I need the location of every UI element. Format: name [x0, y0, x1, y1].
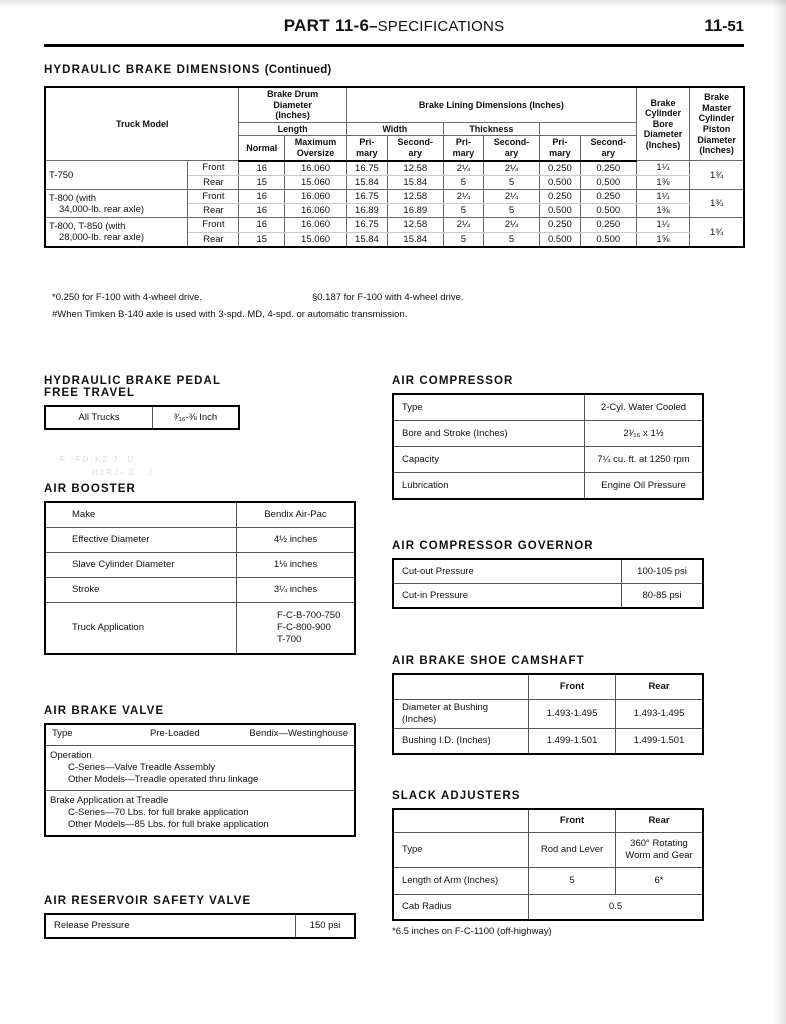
row-truck-model — [45, 161, 188, 190]
cell-thickness-primary: 0.250 — [539, 161, 580, 176]
air-compressor-section — [392, 375, 704, 500]
cell-length-secondary: 15.84 — [387, 175, 443, 189]
table-row — [45, 603, 355, 655]
camshaft-label-bushing-id: Bushing I.D. (Inches) — [393, 728, 529, 754]
table-row — [393, 868, 703, 895]
slack-label-arm-length: Length of Arm (Inches) — [393, 868, 529, 895]
air-compressor-heading: AIR COMPRESSOR — [392, 375, 514, 387]
cyl-bore-l2: Cylinder — [644, 108, 681, 119]
header-brake-master-cylinder-piston — [690, 87, 744, 161]
air-compressor-table — [392, 393, 704, 500]
pedal-free-travel-heading — [44, 375, 240, 399]
slack-rear-type-line-2: Worm and Gear — [625, 850, 693, 861]
valve-application-line-1: C-Series—70 Lbs. for full brake application — [68, 807, 249, 819]
cell-thickness-primary: 0.500 — [539, 175, 580, 189]
cell-length-secondary: 12.58 — [387, 190, 443, 204]
slack-adjusters-note: *6.5 inches on F-C-1100 (off-highway) — [392, 926, 552, 937]
cell-cylinder-bore: 1⅜ — [636, 175, 690, 189]
thk-sec-l2: ary — [601, 148, 616, 159]
cell-thickness-primary: 0.500 — [539, 204, 580, 218]
table-row — [45, 791, 355, 837]
hydraulic-table-heading-text: HYDRAULIC BRAKE DIMENSIONS — [44, 64, 261, 76]
cell-length-primary: 15.84 — [346, 175, 387, 189]
air-brake-valve-table — [44, 723, 356, 837]
header-brake-lining-dimensions: Brake Lining Dimensions (Inches) — [346, 87, 636, 122]
table-row — [45, 746, 355, 791]
table-row — [45, 218, 744, 232]
cell-width-primary: 5 — [443, 232, 483, 247]
model-line-2: 28,000-lb. rear axle) — [59, 232, 145, 244]
scan-artifact: H2RJ- 3 . J — [92, 468, 155, 477]
row-axle: Front — [188, 161, 239, 176]
cell-width-primary: 5 — [443, 204, 483, 218]
cell-drum-normal: 15 — [239, 175, 285, 189]
footnote-row-1 — [52, 290, 464, 307]
slack-rear-type-line-1: 360° Rotating — [630, 838, 688, 850]
camshaft-front-diameter: 1.493-1.495 — [529, 700, 616, 729]
cell-drum-max-oversize: 16.060 — [285, 204, 347, 218]
governor-label-cut-in: Cut-in Pressure — [393, 584, 622, 609]
slack-label-type: Type — [393, 833, 529, 868]
header-brake-drum-diameter — [239, 87, 347, 122]
slack-adjusters-section — [392, 790, 704, 937]
pedal-free-travel-section — [44, 375, 240, 430]
valve-application-title: Brake Application at Treadle — [50, 795, 169, 807]
hydraulic-table-heading — [44, 64, 331, 76]
brake-drum-l3: (Inches) — [275, 110, 310, 121]
cell-drum-max-oversize: 15.060 — [285, 175, 347, 189]
valve-operation-cell — [45, 746, 355, 791]
air-booster-section — [44, 483, 356, 655]
header-drum-normal: Normal — [239, 136, 285, 161]
cell-length-primary: 15.84 — [346, 232, 387, 247]
booster-value-make: Bendix Air-Pac — [237, 502, 356, 528]
cell-master-cylinder: 1¾ — [690, 218, 744, 247]
cell-length-secondary: 12.58 — [387, 161, 443, 176]
master-cyl-l6: (Inches) — [699, 145, 734, 156]
cyl-bore-l4: Diameter — [643, 129, 683, 140]
valve-operation-line-1: C-Series—Valve Treadle Assembly — [68, 762, 216, 774]
master-cyl-l3: Cylinder — [698, 113, 735, 124]
cell-drum-normal: 16 — [239, 190, 285, 204]
header-length: Length — [239, 122, 347, 136]
cell-width-secondary: 5 — [484, 232, 540, 247]
cyl-bore-l1: Brake — [650, 97, 676, 108]
master-cyl-l1: Brake — [704, 92, 730, 103]
header-truck-model: Truck Model — [45, 87, 239, 161]
cell-master-cylinder: 1¾ — [690, 161, 744, 190]
cell-width-primary: 5 — [443, 175, 483, 189]
table-row — [45, 161, 744, 176]
pedal-label: All Trucks — [45, 406, 153, 429]
cell-cylinder-bore: 1¼ — [636, 218, 690, 232]
camshaft-front-bushing-id: 1.499-1.501 — [529, 728, 616, 754]
camshaft-table — [392, 673, 704, 755]
reservoir-value: 150 psi — [296, 914, 356, 938]
wid-sec-l1: Second- — [493, 137, 530, 148]
row-axle: Rear — [188, 175, 239, 189]
booster-label-truck-application: Truck Application — [45, 603, 237, 655]
camshaft-label-diameter: Diameter at Bushing (Inches) — [393, 700, 529, 729]
cell-width-secondary: 2¼ — [484, 218, 540, 232]
row-axle: Rear — [188, 204, 239, 218]
slack-label-cab-radius: Cab Radius — [393, 895, 529, 921]
cell-length-primary: 16.75 — [346, 218, 387, 232]
valve-type-value-1: Pre-Loaded — [150, 728, 200, 739]
booster-label-effective-diameter: Effective Diameter — [45, 528, 237, 553]
folio-major: 11 — [704, 16, 723, 35]
booster-value-truck-application — [237, 603, 356, 655]
thk-sec-l1: Second- — [590, 137, 627, 148]
scan-top-shadow — [0, 0, 786, 8]
cell-cylinder-bore: 1¼ — [636, 190, 690, 204]
header-rule — [44, 44, 744, 47]
master-cyl-l2: Master — [702, 102, 732, 113]
truck-app-line-1: F-C-B-700-750 — [277, 610, 341, 622]
wid-pri-l2: mary — [452, 148, 475, 159]
table-row — [393, 728, 703, 754]
cell-drum-normal: 15 — [239, 232, 285, 247]
booster-value-stroke: 3¼ inches — [237, 578, 356, 603]
booster-label-stroke: Stroke — [45, 578, 237, 603]
table-row — [45, 406, 239, 429]
governor-value-cut-in: 80-85 psi — [622, 584, 704, 609]
valve-type-row — [45, 724, 355, 746]
slack-adjusters-table — [392, 808, 704, 921]
compressor-label-bore-stroke: Bore and Stroke (Inches) — [393, 421, 585, 447]
air-reservoir-safety-valve-section — [44, 895, 356, 939]
cell-thickness-primary: 0.250 — [539, 218, 580, 232]
hydraulic-brake-dimensions-table — [44, 86, 745, 248]
slack-front-type: Rod and Lever — [529, 833, 616, 868]
max-oversize-l2: Oversize — [296, 148, 335, 159]
cell-thickness-secondary: 0.500 — [580, 204, 636, 218]
slack-rear-arm-length: 6* — [616, 868, 704, 895]
air-booster-table — [44, 501, 356, 655]
master-cyl-l4: Piston — [702, 124, 731, 135]
cell-drum-normal: 16 — [239, 218, 285, 232]
cell-length-secondary: 15.84 — [387, 232, 443, 247]
governor-table — [392, 558, 704, 609]
slack-rear-type — [616, 833, 704, 868]
pedal-heading-line-1: HYDRAULIC BRAKE PEDAL — [44, 375, 222, 387]
table-row — [393, 700, 703, 729]
compressor-label-capacity: Capacity — [393, 447, 585, 473]
cell-width-primary: 2¼ — [443, 218, 483, 232]
folio-separator: - — [722, 18, 728, 35]
part-number: PART 11-6 — [283, 16, 370, 35]
air-brake-shoe-camshaft-section — [392, 655, 704, 755]
cell-master-cylinder: 1¾ — [690, 190, 744, 218]
booster-label-slave-cylinder-diameter: Slave Cylinder Diameter — [45, 553, 237, 578]
valve-operation-line-2: Other Models—Treadle operated thru linkage — [68, 773, 259, 785]
hydraulic-table-heading-suffix: (Continued) — [264, 64, 332, 76]
header-thickness-secondary — [580, 136, 636, 161]
valve-operation-title: Operation — [50, 750, 92, 762]
cell-width-secondary: 2¼ — [484, 161, 540, 176]
cyl-bore-l3: Bore — [652, 118, 674, 129]
header-thickness: Thickness — [443, 122, 539, 136]
cell-drum-max-oversize: 16.060 — [285, 190, 347, 204]
table-row — [45, 502, 355, 528]
truck-app-line-2: F-C-800-900 — [277, 622, 331, 634]
len-pri-l2: mary — [356, 148, 378, 159]
slack-cab-radius-value: 0.5 — [529, 895, 704, 921]
page-title — [44, 16, 744, 36]
cell-cylinder-bore: 1¼ — [636, 161, 690, 176]
camshaft-rear-diameter: 1.493-1.495 — [616, 700, 704, 729]
cell-width-secondary: 2¼ — [484, 190, 540, 204]
table-row — [45, 578, 355, 603]
slack-front-arm-length: 5 — [529, 868, 616, 895]
compressor-value-type: 2-Cyl. Water Cooled — [585, 394, 704, 421]
camshaft-header-rear: Rear — [616, 674, 704, 700]
row-truck-model — [45, 190, 188, 218]
camshaft-corner-cell — [393, 674, 529, 700]
row-axle: Front — [188, 190, 239, 204]
slack-header-front: Front — [529, 809, 616, 833]
len-pri-l1: Pri- — [359, 137, 375, 148]
section-label: SPECIFICATIONS — [377, 18, 505, 35]
cell-drum-normal: 16 — [239, 161, 285, 176]
max-oversize-l1: Maximum — [294, 137, 337, 148]
slack-adjusters-heading: SLACK ADJUSTERS — [392, 790, 521, 802]
booster-value-slave-cylinder-diameter: 1⅛ inches — [237, 553, 356, 578]
header-width-primary — [443, 136, 483, 161]
row-axle: Front — [188, 218, 239, 232]
row-truck-model — [45, 218, 188, 247]
cell-cylinder-bore: 1⅝ — [636, 232, 690, 247]
len-sec-l1: Second- — [397, 137, 434, 148]
table-row — [393, 833, 703, 868]
cell-thickness-secondary: 0.500 — [580, 175, 636, 189]
governor-value-cut-out: 100-105 psi — [622, 559, 704, 584]
cell-width-secondary: 5 — [484, 175, 540, 189]
cell-thickness-primary: 0.500 — [539, 232, 580, 247]
table-row — [45, 190, 744, 204]
cyl-bore-l5: (Inches) — [645, 139, 681, 150]
table-header-row — [393, 809, 703, 833]
table-row — [393, 473, 703, 500]
page-folio — [704, 16, 744, 36]
compressor-label-type: Type — [393, 394, 585, 421]
cell-drum-max-oversize: 15.060 — [285, 232, 347, 247]
cell-thickness-secondary: 0.500 — [580, 232, 636, 247]
table-row — [393, 447, 703, 473]
row-axle: Rear — [188, 232, 239, 247]
len-sec-l2: ary — [408, 148, 423, 159]
cell-thickness-secondary: 0.250 — [580, 161, 636, 176]
thk-pri-l2: mary — [549, 148, 571, 159]
pedal-value: ³⁄₁₆-⅜ Inch — [153, 406, 240, 429]
compressor-label-lubrication: Lubrication — [393, 473, 585, 500]
header-length-secondary — [387, 136, 443, 161]
header-length-primary — [346, 136, 387, 161]
compressor-value-capacity: 7¼ cu. ft. at 1250 rpm — [585, 447, 704, 473]
brake-drum-l2: Diameter — [273, 99, 312, 110]
hydraulic-table-footnotes — [52, 290, 464, 323]
slack-corner-cell — [393, 809, 529, 833]
air-brake-valve-heading: AIR BRAKE VALVE — [44, 705, 165, 717]
table-row — [45, 528, 355, 553]
header-thickness-primary — [539, 136, 580, 161]
table-row — [393, 559, 703, 584]
table-row — [393, 394, 703, 421]
table-row — [45, 553, 355, 578]
folio-minor: 51 — [727, 18, 744, 35]
model-line-2: 34,000-lb. rear axle) — [59, 203, 145, 215]
cell-width-primary: 2¼ — [443, 190, 483, 204]
compressor-value-bore-stroke: 2¹⁄₁₆ x 1½ — [585, 421, 704, 447]
cell-length-primary: 16.89 — [346, 204, 387, 218]
air-compressor-governor-section — [392, 540, 704, 609]
governor-heading: AIR COMPRESSOR GOVERNOR — [392, 540, 594, 552]
cell-drum-max-oversize: 16.060 — [285, 218, 347, 232]
air-reservoir-heading: AIR RESERVOIR SAFETY VALVE — [44, 895, 252, 907]
model-line-1: T-800, T-850 (with — [49, 220, 126, 232]
slack-header-rear: Rear — [616, 809, 704, 833]
air-booster-heading: AIR BOOSTER — [44, 483, 136, 495]
governor-label-cut-out: Cut-out Pressure — [393, 559, 622, 584]
pedal-free-travel-table — [44, 405, 240, 430]
valve-type-label: Type — [52, 728, 73, 739]
cell-length-secondary: 16.89 — [387, 204, 443, 218]
cell-length-primary: 16.75 — [346, 161, 387, 176]
air-brake-valve-section — [44, 705, 356, 837]
header-width-secondary — [484, 136, 540, 161]
brake-drum-l1: Brake Drum — [267, 89, 319, 99]
valve-type-value-2: Bendix—Westinghouse — [249, 728, 348, 739]
truck-app-line-3: T-700 — [277, 633, 302, 645]
table-row — [393, 421, 703, 447]
pedal-heading-line-2: FREE TRAVEL — [44, 387, 136, 399]
camshaft-header-front: Front — [529, 674, 616, 700]
cell-drum-max-oversize: 16.060 — [285, 161, 347, 176]
table-row — [393, 895, 703, 921]
compressor-value-lubrication: Engine Oil Pressure — [585, 473, 704, 500]
cell-thickness-secondary: 0.250 — [580, 218, 636, 232]
camshaft-rear-bushing-id: 1.499-1.501 — [616, 728, 704, 754]
header-brake-cylinder-bore — [636, 87, 690, 161]
footnote-1: *0.250 for F-100 with 4-wheel drive. — [52, 292, 202, 303]
valve-application-line-2: Other Models—85 Lbs. for full brake application — [68, 818, 269, 830]
reservoir-label: Release Pressure — [45, 914, 296, 938]
table-header-row-1 — [45, 87, 744, 122]
cell-length-primary: 16.75 — [346, 190, 387, 204]
footnote-3: #When Timken B-140 axle is used with 3-spd. MD, 4-spd. or automatic transmission. — [52, 308, 408, 320]
air-reservoir-table — [44, 913, 356, 939]
header-width: Width — [346, 122, 443, 136]
table-header-row — [393, 674, 703, 700]
booster-value-effective-diameter: 4½ inches — [237, 528, 356, 553]
header-drum-maximum-oversize — [285, 136, 347, 161]
cell-width-primary: 2¼ — [443, 161, 483, 176]
table-row — [45, 724, 355, 746]
wid-sec-l2: ary — [504, 148, 519, 159]
cell-thickness-primary: 0.250 — [539, 190, 580, 204]
table-row — [45, 914, 355, 938]
wid-pri-l1: Pri- — [455, 137, 471, 148]
scan-edge-shadow — [772, 0, 786, 1024]
thk-pri-l1: Pri- — [552, 137, 568, 148]
cell-width-secondary: 5 — [484, 204, 540, 218]
footnote-2: §0.187 for F-100 with 4-wheel drive. — [311, 292, 464, 303]
title-dash: – — [369, 18, 378, 35]
cell-thickness-secondary: 0.250 — [580, 190, 636, 204]
cell-cylinder-bore: 1⅜ — [636, 204, 690, 218]
model-line-1: T-800 (with — [49, 192, 96, 204]
table-row — [393, 584, 703, 609]
master-cyl-l5: Diameter — [697, 134, 736, 145]
valve-application-cell — [45, 791, 355, 837]
scan-artifact: F -FD-K2 J .U — [60, 455, 136, 464]
model-line-1: T-750 — [49, 169, 74, 181]
booster-label-make: Make — [45, 502, 237, 528]
cell-length-secondary: 12.58 — [387, 218, 443, 232]
camshaft-heading: AIR BRAKE SHOE CAMSHAFT — [392, 655, 585, 667]
cell-drum-normal: 16 — [239, 204, 285, 218]
